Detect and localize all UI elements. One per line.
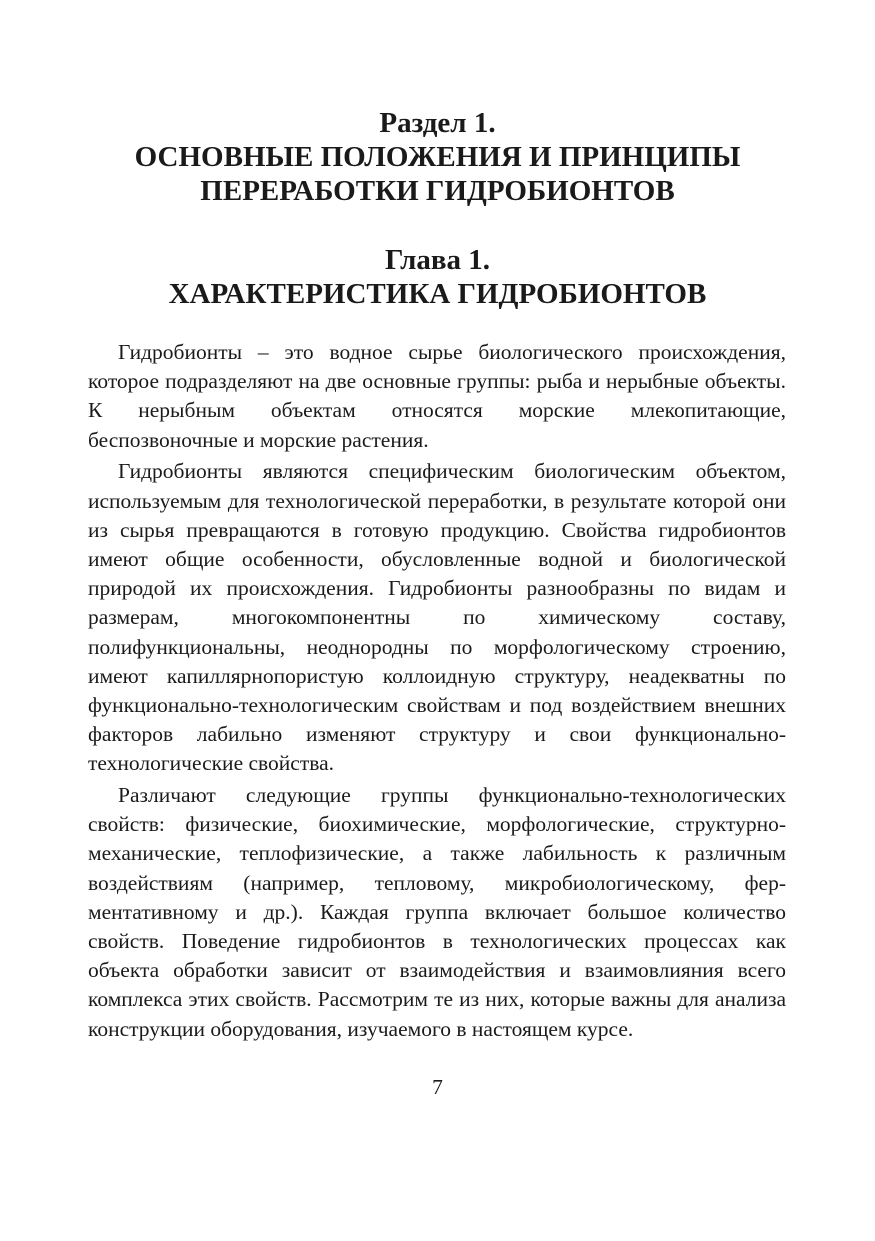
- chapter-title: ХАРАКТЕРИСТИКА ГИДРОБИОНТОВ: [168, 278, 707, 310]
- body-text: [88, 338, 786, 1046]
- section-title: [0, 140, 875, 208]
- paragraph-2: Гидробионты являются специфическим биологическим объектом, используемым для технологической переработки, в результате которой они из сырья превращаются в готовую продукцию. Свойства гидробионтов имеют общие особенности, обусловленные водной и биологической природой их происхождения. Гидробионты разнообразны по видам и размерам, многокомпонентны по химическому составу, полифункциональны, неоднородны по морфологическому строению, имеют капиллярнопористую коллоидную структуру, неадекватны по функционально-технологическим свойствам и под воздействием внешних факторов лабильно изменяют структуру и свои функционально-технологические свойства.: [88, 459, 786, 776]
- section-title-line-1: ОСНОВНЫЕ ПОЛОЖЕНИЯ И ПРИНЦИПЫ: [134, 141, 741, 173]
- section-label: Раздел 1.: [379, 107, 496, 139]
- section-title-line-2: ПЕРЕРАБОТКИ ГИДРОБИОНТОВ: [200, 175, 675, 207]
- chapter-label: Глава 1.: [384, 244, 491, 276]
- paragraph-3: Различают следующие группы функционально-технологических свойств: физические, биохимические, морфологические, структурно-механические, теплофизические, а также лабильность к различным воздействиям (например, тепловому, микробиологическому, ферментативному и др.). Каждая группа включает большое количество свойств. Поведение гидробионтов в технологических процессах как объекта обработки зависит от взаимодействия и взаимовлияния всего комплекса этих свойств. Рассмотрим те из них, которые важны для анализа конструкции оборудования, изучаемого в настоящем курсе.: [88, 783, 786, 1041]
- page-number: 7: [432, 1075, 443, 1099]
- paragraph-1: Гидробионты – это водное сырье биологического происхождения, которое подразделяют на две основные группы: рыба и нерыбные объекты. К нерыбным объектам относятся морские млекопитающие, беспозвоночные и морские растения.: [88, 340, 786, 452]
